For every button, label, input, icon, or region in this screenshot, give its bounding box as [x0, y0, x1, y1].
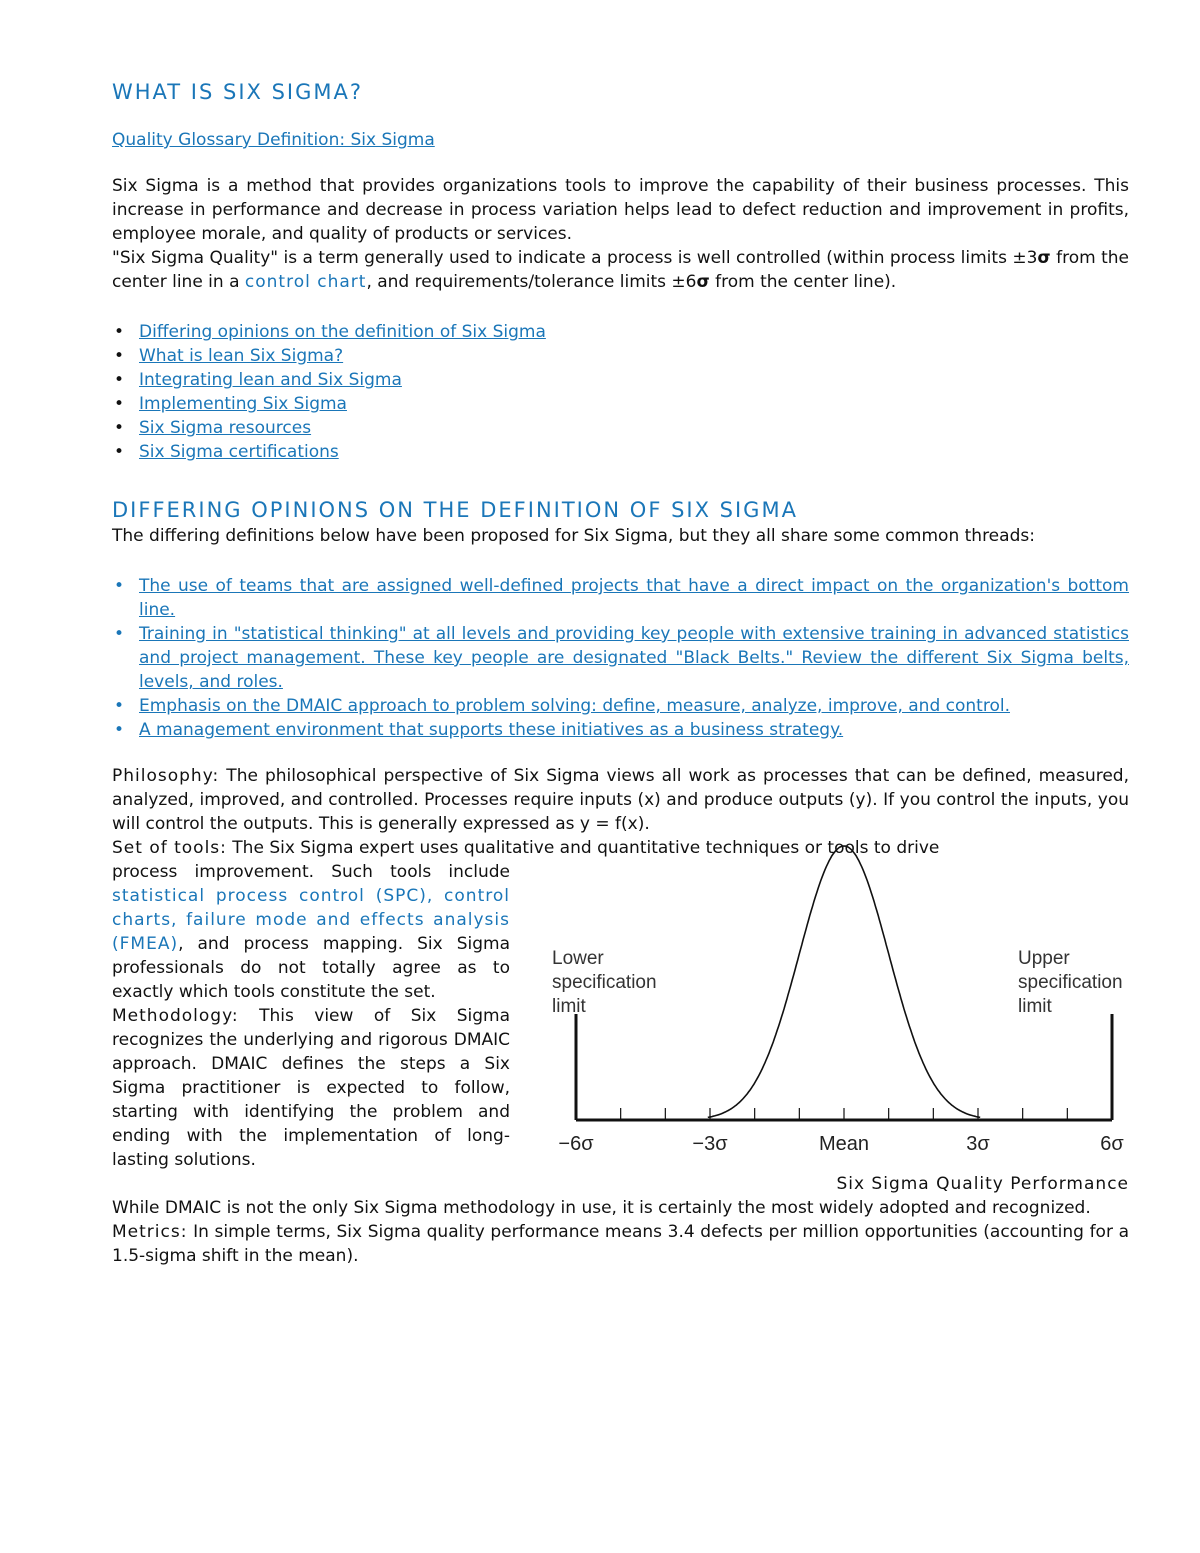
thread-link-management[interactable]: A management environment that supports these initiatives as a business strategy. [139, 720, 844, 740]
list-item [112, 320, 1129, 344]
sigma-symbol: σ [1037, 248, 1051, 268]
thread-link-training[interactable]: Training in "statistical thinking" at all levels and providing key people with extensive training in advanced statistics and project management. These key people are designated "Black Belts." Review the different Six Sigma belts, levels, and roles. [139, 624, 1129, 692]
thread-link-teams[interactable]: The use of teams that are assigned well-defined projects that have a direct impact on the organization's bottom line. [139, 576, 1129, 620]
sigma-symbol: σ [696, 272, 710, 292]
table-of-contents [112, 320, 1129, 464]
tools-label: Set of tools: [112, 838, 227, 858]
toc-link-implementing[interactable]: Implementing Six Sigma [139, 394, 347, 414]
upper-spec-label: specification [1018, 972, 1123, 993]
tools-paragraph-rest [112, 860, 510, 1004]
tick-label: 6σ [1100, 1133, 1124, 1155]
metrics-paragraph [112, 1220, 1129, 1268]
tick-label: −6σ [558, 1133, 594, 1155]
list-item [112, 622, 1129, 694]
section-lead: The differing definitions below have been proposed for Six Sigma, but they all share some common threads: [112, 526, 1035, 546]
tick-label: −3σ [692, 1133, 728, 1155]
intro-text: from the center line in a [112, 248, 1129, 292]
tick-label: Mean [818, 1133, 870, 1155]
toc-link-differing-opinions[interactable]: Differing opinions on the definition of Six Sigma [139, 322, 546, 342]
lower-spec-label: limit [552, 996, 586, 1017]
philosophy-paragraph [112, 764, 1129, 836]
tools-text: The Six Sigma expert uses qualitative and quantitative techniques or tools to drive [226, 838, 940, 858]
methodology-paragraph [112, 1004, 510, 1172]
lower-spec-label: Lower [552, 948, 604, 969]
tick-label: 3σ [966, 1133, 990, 1155]
philosophy-label: Philosophy: [112, 766, 220, 786]
tools-text: process improvement. Such tools include [112, 862, 510, 882]
normal-distribution-curve [708, 846, 980, 1117]
list-item [112, 440, 1129, 464]
tools-text-tail: , and process mapping. Six Sigma professionals do not totally agree as to exactly which tools constitute the set. [112, 934, 510, 1002]
intro-paragraph-1: Six Sigma is a method that provides organizations tools to improve the capability of their business processes. This increase in performance and decrease in process variation helps lead to defect reduction and improvement in profits, employee morale, and quality of products or services. [112, 176, 1129, 244]
dmaic-note: While DMAIC is not the only Six Sigma methodology in use, it is certainly the most widely adopted and recognized. [112, 1198, 1091, 1218]
toc-link-integrating-lean[interactable]: Integrating lean and Six Sigma [139, 370, 402, 390]
intro-paragraph-2 [112, 246, 1129, 294]
list-item [112, 574, 1129, 622]
tools-link[interactable]: statistical process control (SPC), control charts, failure mode and effects analysis (FMEA) [112, 886, 510, 954]
lower-spec-label: specification [552, 972, 657, 993]
toc-link-resources[interactable]: Six Sigma resources [139, 418, 312, 438]
control-chart-link[interactable]: control chart [244, 272, 367, 292]
list-item [112, 718, 1129, 742]
list-item [112, 368, 1129, 392]
section-heading-differing-opinions: DIFFERING OPINIONS ON THE DEFINITION OF SIX SIGMA [112, 498, 798, 522]
metrics-text: In simple terms, Six Sigma quality performance means 3.4 defects per million opportunities (accounting for a 1.5-sigma shift in the mean). [112, 1222, 1129, 1266]
list-item [112, 344, 1129, 368]
list-item [112, 694, 1129, 718]
upper-spec-label: Upper [1018, 948, 1070, 969]
tools-narrow-column [112, 860, 510, 1172]
intro-text: "Six Sigma Quality" is a term generally used to indicate a process is well controlled (within process limits ±3 [112, 248, 1038, 268]
intro-text: , and requirements/tolerance limits ±6 [366, 272, 697, 292]
philosophy-text: The philosophical perspective of Six Sigma views all work as processes that can be defined, measured, analyzed, improved, and controlled. Processes require inputs (x) and produce outputs (y). If you control the inputs, you will control the outputs. This is generally expressed as y = f(x). [112, 766, 1129, 834]
methodology-label: Methodology: [112, 1006, 239, 1026]
metrics-label: Metrics: [112, 1222, 188, 1242]
toc-link-certifications[interactable]: Six Sigma certifications [139, 442, 339, 462]
document-page [112, 78, 1129, 1268]
six-sigma-bell-curve-chart [540, 836, 1138, 1196]
list-item [112, 416, 1129, 440]
chart-caption: Six Sigma Quality Performance [836, 1174, 1129, 1194]
glossary-definition-link[interactable]: Quality Glossary Definition: Six Sigma [112, 130, 435, 150]
intro-text: from the center line). [709, 272, 897, 292]
list-item [112, 392, 1129, 416]
methodology-text: This view of Six Sigma recognizes the underlying and rigorous DMAIC approach. DMAIC defines the steps a Six Sigma practitioner is expected to follow, starting with identifying the problem and ending with the implementation of long-lasting solutions. [112, 1006, 510, 1170]
common-threads-list [112, 574, 1129, 742]
page-title: WHAT IS SIX SIGMA? [112, 80, 364, 104]
thread-link-dmaic[interactable]: Emphasis on the DMAIC approach to problem solving: define, measure, analyze, improve, and control. [139, 696, 1010, 716]
tools-and-chart-block [112, 836, 1129, 1172]
upper-spec-label: limit [1018, 996, 1052, 1017]
toc-link-lean-six-sigma[interactable]: What is lean Six Sigma? [139, 346, 344, 366]
